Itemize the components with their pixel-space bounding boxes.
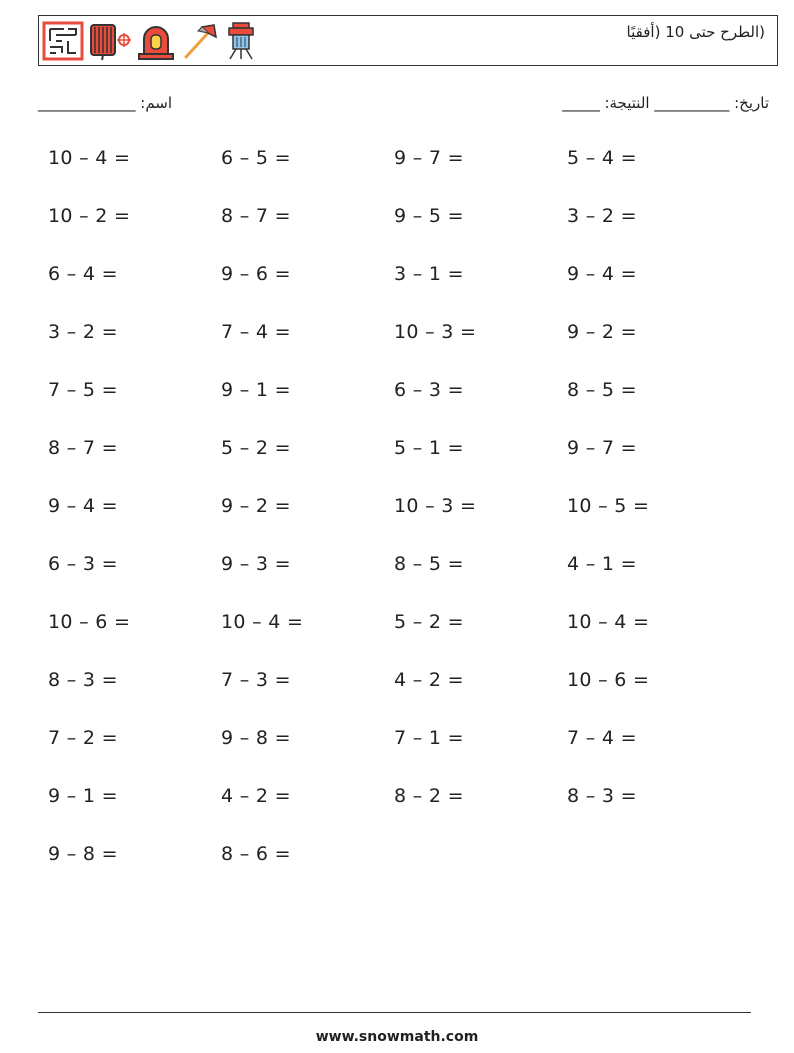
problem-item: 7 – 5 = xyxy=(48,379,118,401)
problem-item: 10 – 5 = xyxy=(567,495,650,517)
problem-item: 8 – 7 = xyxy=(48,437,118,459)
alarm-light-icon xyxy=(136,21,176,61)
fire-hydrant-icon xyxy=(224,21,258,61)
problem-item: 9 – 8 = xyxy=(48,843,118,865)
problem-item: 4 – 2 = xyxy=(221,785,291,807)
problem-item: 10 – 4 = xyxy=(567,611,650,633)
problem-item: 10 – 4 = xyxy=(221,611,304,633)
maze-icon xyxy=(42,21,84,61)
problem-item: 9 – 4 = xyxy=(48,495,118,517)
problem-item: 9 – 1 = xyxy=(221,379,291,401)
problem-item: 3 – 1 = xyxy=(394,263,464,285)
footer-divider xyxy=(38,1012,751,1013)
worksheet-title: (الطرح حتى 10 (أفقيًا xyxy=(626,23,765,41)
problem-item: 5 – 4 = xyxy=(567,147,637,169)
name-field: اسم: _____________ xyxy=(38,94,173,112)
problem-item: 8 – 3 = xyxy=(567,785,637,807)
problem-item: 10 – 3 = xyxy=(394,321,477,343)
problem-item: 9 – 2 = xyxy=(567,321,637,343)
problem-item: 8 – 3 = xyxy=(48,669,118,691)
problem-item: 7 – 4 = xyxy=(221,321,291,343)
problem-item: 9 – 1 = xyxy=(48,785,118,807)
problem-item: 7 – 1 = xyxy=(394,727,464,749)
problem-item: 9 – 6 = xyxy=(221,263,291,285)
problem-item: 9 – 8 = xyxy=(221,727,291,749)
problem-item: 6 – 4 = xyxy=(48,263,118,285)
problem-item: 9 – 2 = xyxy=(221,495,291,517)
fire-axe-icon xyxy=(180,21,220,61)
problem-item: 9 – 5 = xyxy=(394,205,464,227)
problem-item: 9 – 7 = xyxy=(394,147,464,169)
problem-item: 9 – 7 = xyxy=(567,437,637,459)
problem-item: 6 – 3 = xyxy=(48,553,118,575)
problem-item: 5 – 2 = xyxy=(221,437,291,459)
problem-item: 7 – 3 = xyxy=(221,669,291,691)
problem-item: 8 – 5 = xyxy=(394,553,464,575)
problem-item: 5 – 2 = xyxy=(394,611,464,633)
problem-item: 6 – 5 = xyxy=(221,147,291,169)
problem-item: 4 – 2 = xyxy=(394,669,464,691)
problem-item: 6 – 3 = xyxy=(394,379,464,401)
problem-item: 8 – 6 = xyxy=(221,843,291,865)
footer-url: www.snowmath.com xyxy=(315,1029,479,1045)
problem-item: 10 – 3 = xyxy=(394,495,477,517)
problem-item: 8 – 7 = xyxy=(221,205,291,227)
problem-item: 8 – 2 = xyxy=(394,785,464,807)
problem-item: 7 – 4 = xyxy=(567,727,637,749)
fire-hose-reel-icon xyxy=(88,21,132,61)
problem-item: 10 – 6 = xyxy=(48,611,131,633)
date-score-field: _____ :تاريخ: __________ النتيجة xyxy=(562,94,769,112)
header-icons xyxy=(42,18,258,64)
header-box xyxy=(38,15,778,66)
problem-item: 3 – 2 = xyxy=(48,321,118,343)
problem-item: 9 – 3 = xyxy=(221,553,291,575)
problem-item: 5 – 1 = xyxy=(394,437,464,459)
problem-item: 7 – 2 = xyxy=(48,727,118,749)
problem-item: 10 – 4 = xyxy=(48,147,131,169)
problem-item: 4 – 1 = xyxy=(567,553,637,575)
problem-item: 10 – 6 = xyxy=(567,669,650,691)
problem-item: 10 – 2 = xyxy=(48,205,131,227)
problem-item: 3 – 2 = xyxy=(567,205,637,227)
problem-item: 9 – 4 = xyxy=(567,263,637,285)
problem-item: 8 – 5 = xyxy=(567,379,637,401)
